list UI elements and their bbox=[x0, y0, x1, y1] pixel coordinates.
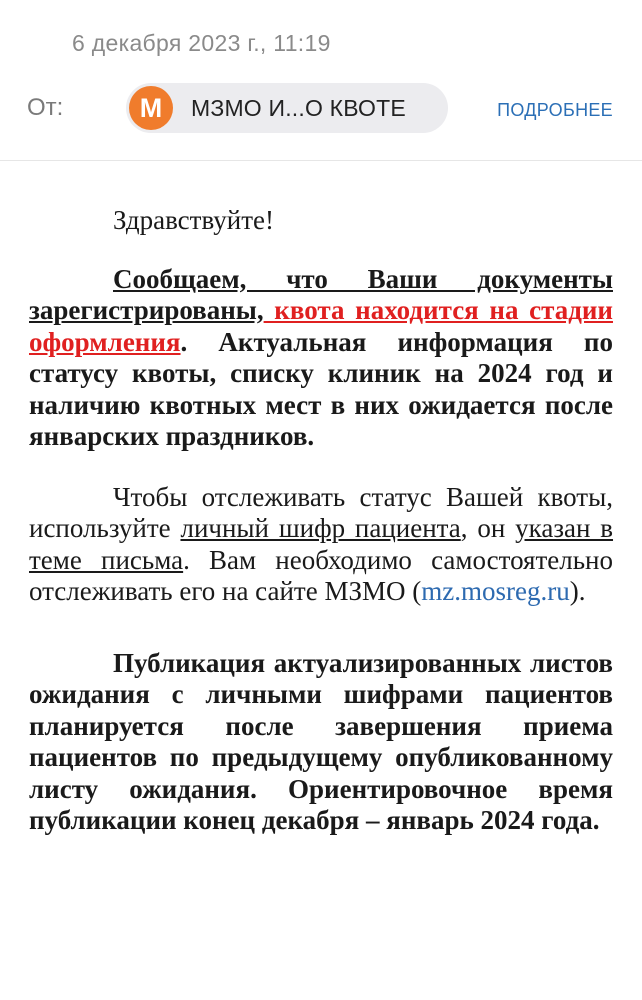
email-body bbox=[29, 205, 613, 837]
tracking-text-2: , он bbox=[460, 513, 516, 543]
paragraph-status bbox=[29, 264, 613, 453]
subject-reference-text: указан в теме письма bbox=[29, 513, 614, 575]
patient-cipher-text: личный шифр пациента bbox=[180, 513, 461, 543]
sender-name: МЗМО И...О КВОТЕ bbox=[191, 94, 406, 121]
status-info-text: . Актуальная информация по статусу квоты, списку клиник на 2024 год и наличию квотных мест в них ожидается после январских праздников. bbox=[29, 326, 613, 451]
sender-avatar: М bbox=[129, 86, 173, 130]
tracking-text-4: ). bbox=[569, 576, 586, 606]
sender-chip[interactable] bbox=[126, 83, 448, 133]
from-label: От: bbox=[27, 94, 64, 121]
email-header bbox=[0, 0, 642, 161]
quota-status-text: квота находится на стадии оформления bbox=[29, 295, 613, 357]
tracking-text-3: . Вам необходимо самостоятельно отслеживать его на сайте МЗМО ( bbox=[29, 544, 613, 606]
site-link[interactable]: mz.mosreg.ru bbox=[421, 576, 570, 606]
paragraph-tracking bbox=[29, 482, 613, 608]
tracking-text-1: Чтобы отслеживать статус Вашей квоты, используйте bbox=[29, 481, 613, 543]
email-date: 6 декабря 2023 г., 11:19 bbox=[72, 30, 331, 56]
greeting: Здравствуйте! bbox=[113, 205, 274, 235]
details-link[interactable]: ПОДРОБНЕЕ bbox=[497, 100, 613, 120]
registered-text: Сообщаем, что Ваши документы зарегистрированы, bbox=[29, 263, 613, 325]
paragraph-publication: Публикация актуализированных листов ожидания с личными шифрами пациентов планируется после завершения приема пациентов по предыдущему опубликованному листу ожидания. Ориентировочное время публикации конец декабря – январь 2024 года. bbox=[29, 647, 613, 835]
